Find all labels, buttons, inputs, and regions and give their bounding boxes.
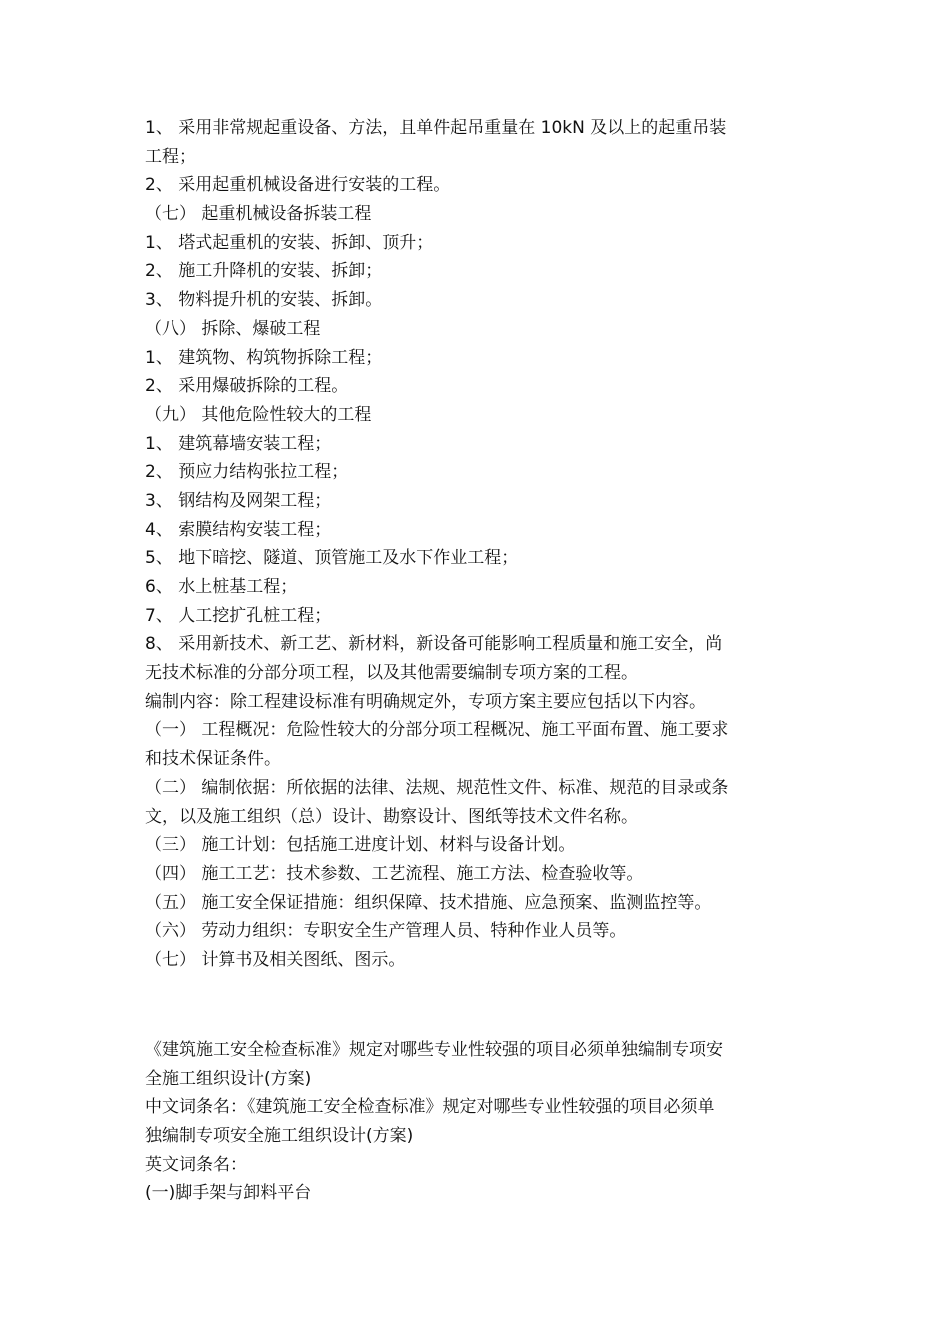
text-line: 1、 采用非常规起重设备、方法，且单件起吊重量在 10kN 及以上的起重吊装 xyxy=(145,118,727,138)
text-line: （二） 编制依据：所依据的法律、法规、规范性文件、标准、规范的目录或条 xyxy=(145,777,729,798)
text-line: 《建筑施工安全检查标准》规定对哪些专业性较强的项目必须单独编制专项安 xyxy=(145,1040,723,1060)
text-line: 2、 采用起重机械设备进行安装的工程。 xyxy=(145,175,451,196)
text-line: （六） 劳动力组织：专职安全生产管理人员、特种作业人员等。 xyxy=(145,921,627,942)
text-line: 1、 建筑物、构筑物拆除工程； xyxy=(145,347,383,368)
document-body-top xyxy=(145,114,805,975)
text-line: 8、 采用新技术、新工艺、新材料，新设备可能影响工程质量和施工安全，尚 xyxy=(145,634,723,655)
text-line: 2、 采用爆破拆除的工程。 xyxy=(145,376,349,397)
text-line: 编制内容：除工程建设标准有明确规定外，专项方案主要应包括以下内容。 xyxy=(145,691,706,712)
text-line: 6、 水上桩基工程； xyxy=(145,577,298,597)
text-line: （五） 施工安全保证措施：组织保障、技术措施、应急预案、监测监控等。 xyxy=(145,892,712,913)
text-line: 英文词条名： xyxy=(145,1154,247,1175)
text-line: 7、 人工挖扩孔桩工程； xyxy=(145,605,332,626)
text-line: 1、 塔式起重机的安装、拆卸、顶升； xyxy=(145,232,434,253)
text-line: 独编制专项安全施工组织设计(方案) xyxy=(145,1126,414,1147)
text-line: 全施工组织设计(方案) xyxy=(145,1068,312,1089)
text-line: （八） 拆除、爆破工程 xyxy=(145,318,321,339)
text-line: （三） 施工计划：包括施工进度计划、材料与设备计划。 xyxy=(145,835,576,856)
text-line: （一） 工程概况：危险性较大的分部分项工程概况、施工平面布置、施工要求 xyxy=(145,720,729,741)
text-line: （七） 起重机械设备拆装工程 xyxy=(145,204,372,225)
text-line: 3、 物料提升机的安装、拆卸。 xyxy=(145,290,383,311)
text-line: 无技术标准的分部分项工程，以及其他需要编制专项方案的工程。 xyxy=(145,663,638,684)
text-line: 和技术保证条件。 xyxy=(145,749,281,770)
text-line: 4、 索膜结构安装工程； xyxy=(145,519,332,540)
text-line: (一)脚手架与卸料平台 xyxy=(145,1183,312,1204)
text-line: 2、 预应力结构张拉工程； xyxy=(145,462,349,483)
text-line: 工程； xyxy=(145,146,196,167)
text-line: 中文词条名：《建筑施工安全检查标准》规定对哪些专业性较强的项目必须单 xyxy=(145,1097,715,1118)
text-line: 5、 地下暗挖、隧道、顶管施工及水下作业工程； xyxy=(145,548,519,569)
document-body-bottom xyxy=(145,1036,805,1208)
text-line: 1、 建筑幕墙安装工程； xyxy=(145,433,332,454)
text-line: （九） 其他危险性较大的工程 xyxy=(145,404,372,425)
text-line: 3、 钢结构及网架工程； xyxy=(145,490,332,511)
text-line: 2、 施工升降机的安装、拆卸； xyxy=(145,261,383,282)
text-line: 文，以及施工组织（总）设计、勘察设计、图纸等技术文件名称。 xyxy=(145,806,638,827)
text-line: （七） 计算书及相关图纸、图示。 xyxy=(145,949,406,970)
text-line: （四） 施工工艺：技术参数、工艺流程、施工方法、检查验收等。 xyxy=(145,863,644,884)
